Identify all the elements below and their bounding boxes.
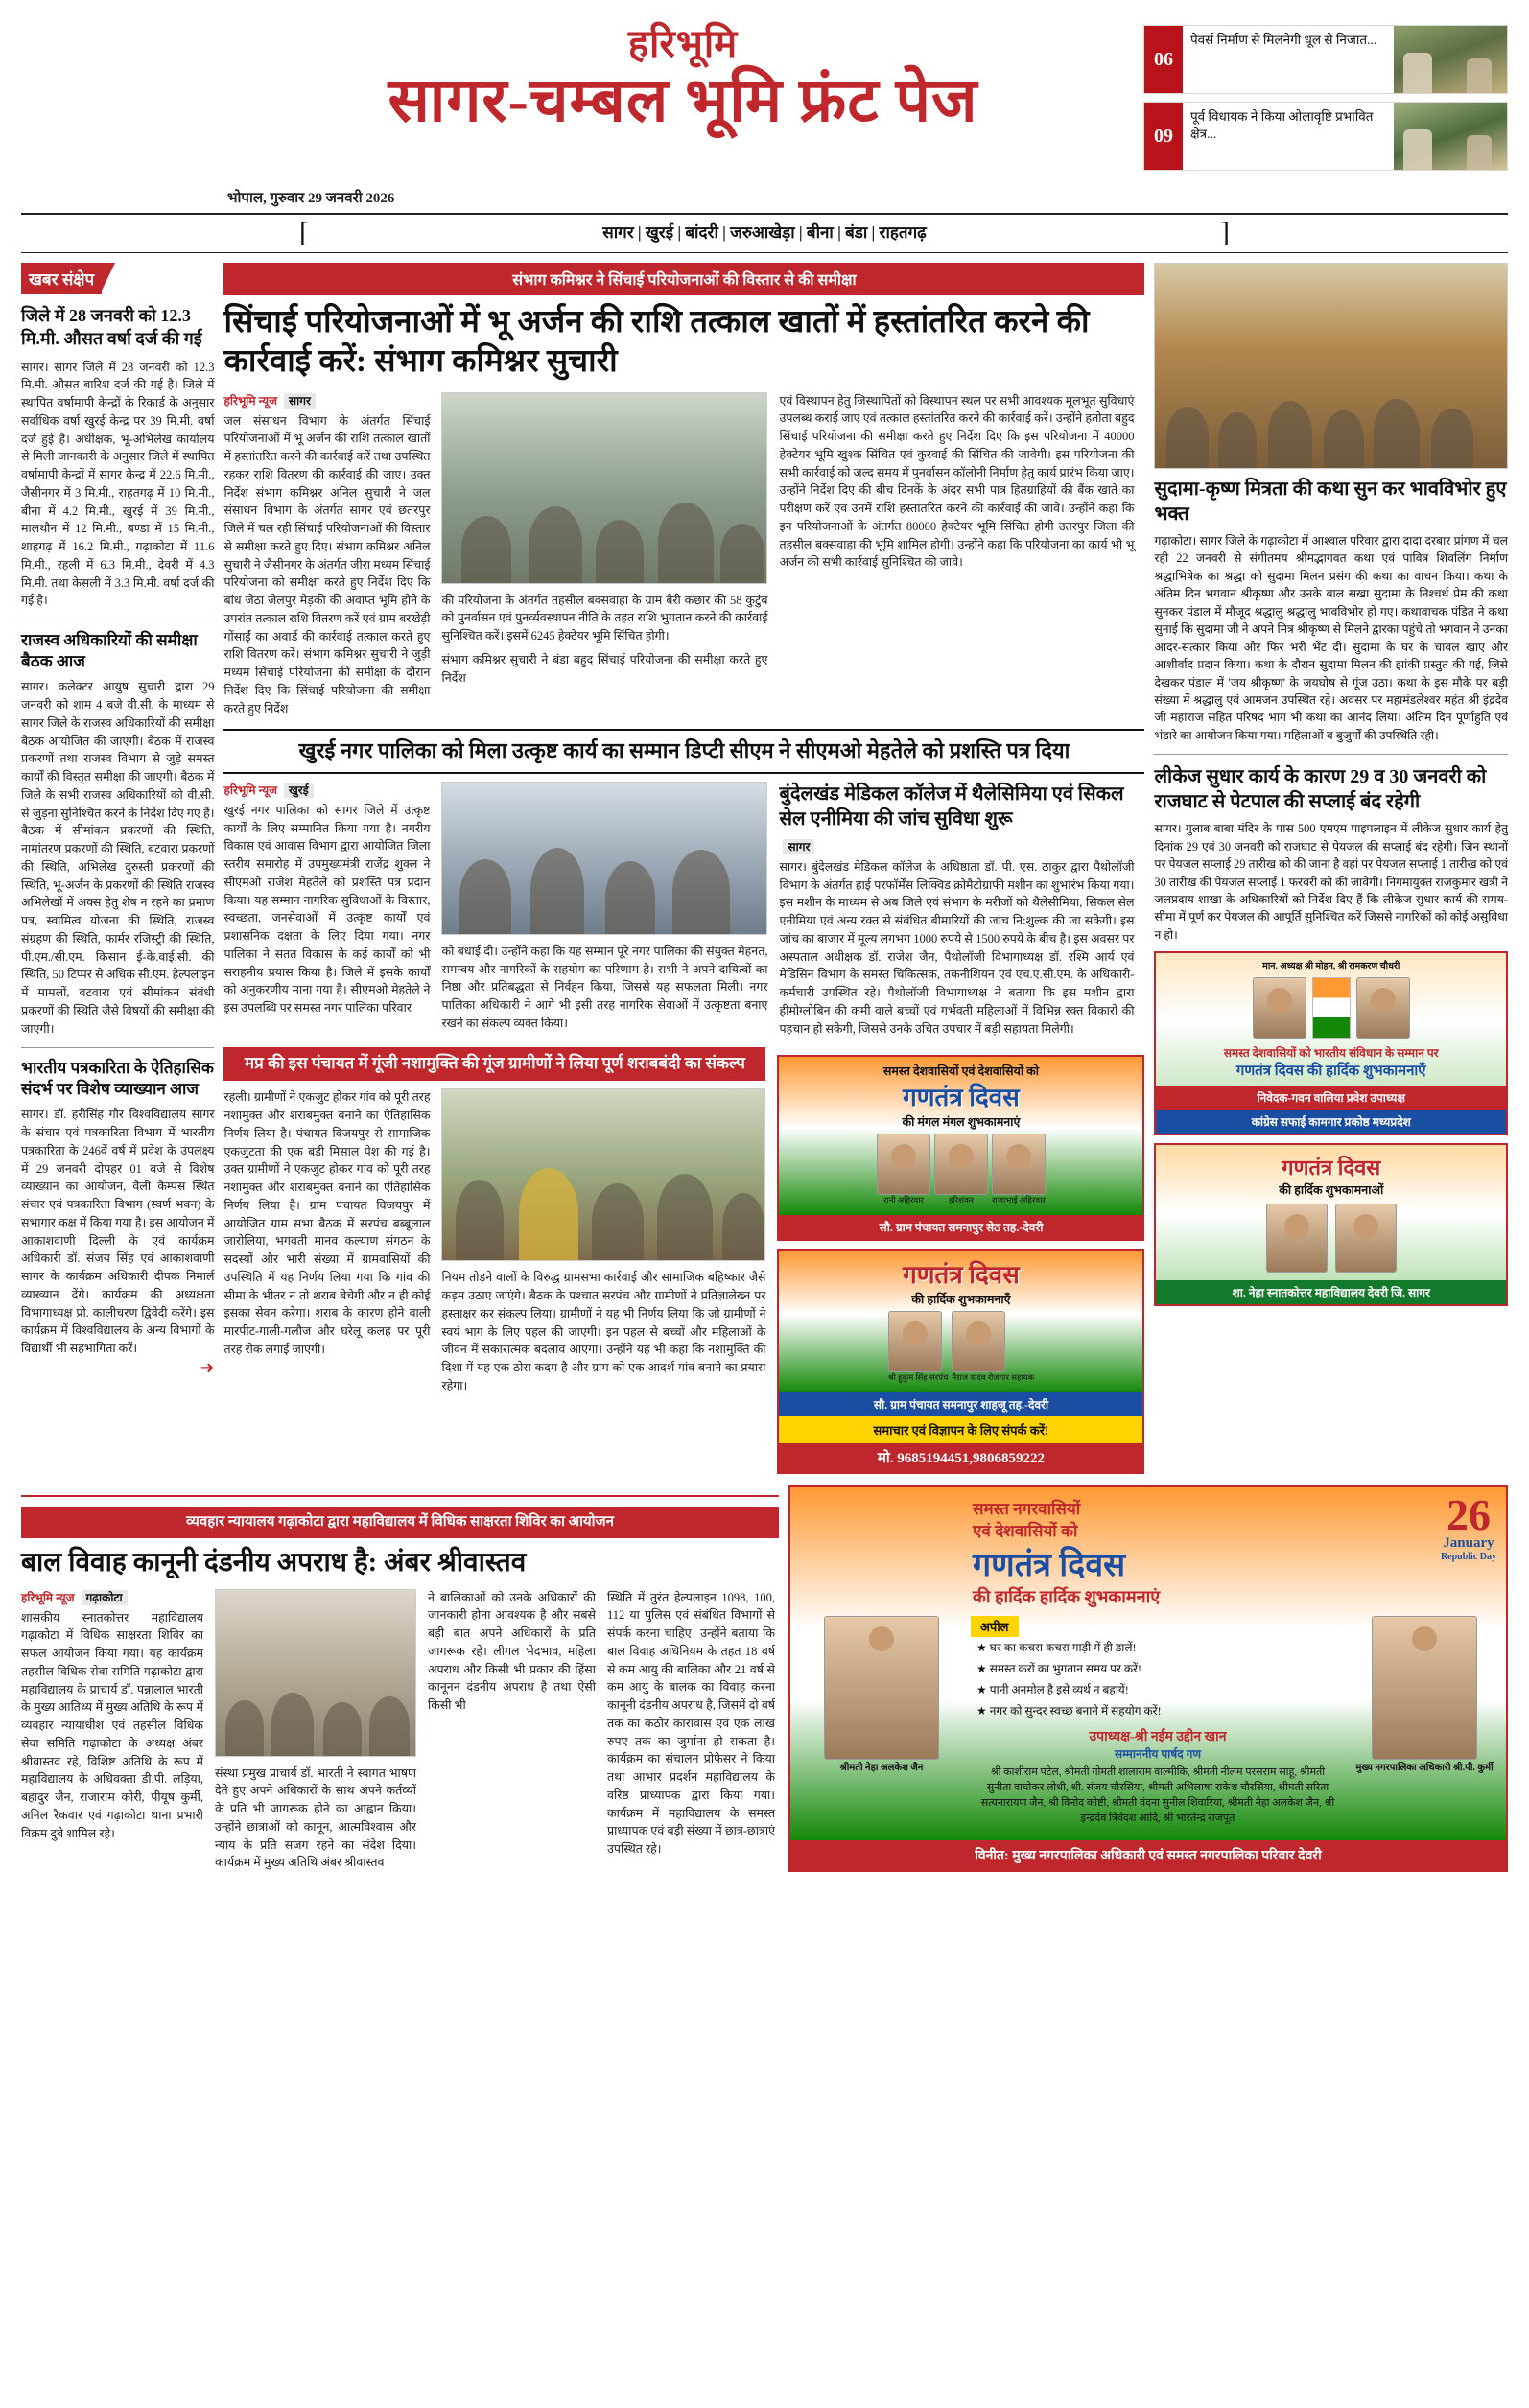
rd-month: January	[1443, 1534, 1494, 1551]
ad2-person-1: नैराज यादव रोजगार सहायक	[952, 1372, 1035, 1383]
ad5-top2: एवं देशवासियों को	[973, 1522, 1078, 1541]
assembly-photo	[1154, 263, 1508, 469]
right-column	[1154, 263, 1508, 1474]
bullet-text: घर का कचरा कचरा गाड़ी में ही डालें!	[989, 1641, 1137, 1655]
left-head-2: राजस्व अधिकारियों की समीक्षा बैठक आज	[21, 631, 198, 671]
medical-headline: बुंदेलखंड मेडिकल कॉलेज में थैलेसिमिया एवं सिकल सेल एनीमिया की जांच सुविधा शुरू	[779, 783, 1124, 830]
divider	[1154, 754, 1508, 755]
ad2-phone[interactable]: मो. 9685194451,9806859222	[779, 1443, 1142, 1472]
child-marriage-photo	[215, 1589, 416, 1757]
bracket-right-icon: ]	[1220, 217, 1230, 248]
ad-congress-greeting[interactable]	[1154, 951, 1508, 1135]
ad5-members-label: सम्माननीय पार्षद गण	[1114, 1747, 1202, 1762]
ad1-person-0: रानी अहिरवार	[883, 1195, 924, 1205]
khurai-byline	[223, 782, 430, 798]
main-byline	[223, 392, 430, 409]
avatar	[1335, 1204, 1397, 1273]
avatar	[888, 1311, 942, 1372]
left-column	[21, 263, 214, 1474]
child-marriage-kicker: व्यवहार न्यायालय गढ़ाकोटा द्वारा महाविद्यालय में विधिक साक्षरता शिविर का आयोजन	[21, 1507, 779, 1537]
byline-location: खुरई	[284, 783, 314, 798]
ad5-bullet-2: ★ पानी अनमोल है इसे व्यर्थ न बहायें!	[976, 1683, 1129, 1697]
ad1-top: समस्त देशवासियों एवं देशवासियों को	[882, 1064, 1040, 1079]
left-body-3: सागर। डॉ. हरीसिंह गौर विश्वविद्यालय सागर के संचार एवं पत्रकारिता विभाग में भारतीय पत्रकारिता के 246वें वर्ष में प्रवेश के उपलक्ष्य में 29 जनवरी दोपहर 01 बजे से विशेष व्याख्यान का आयोजन, वैली कैम्पस स्थित संचार एवं पत्रकारिता विभाग (स्वर्ण भवन) के सभागार कक्ष में किया गया है। इस आयोजन में आकाशवाणी दिल्ली के एवं कार्यक्रम अधिकारी डॉ. संजय सिंह एवं आकाशवाणी सागर के कार्यक्रम अधिकारी दीपक निमार्ल व्याख्यान देंगे। कार्यक्रम की अध्यक्षता विभागाध्यक्ष प्रो. कालीचरण द्विवेदी करेंगे। इस कार्यक्रम में विश्वविद्यालय के अन्य विभागों के विद्यार्थी भी सहभागिता करें।	[21, 1108, 215, 1356]
main-column	[223, 263, 1144, 1474]
byline-location: गढ़ाकोटा	[82, 1590, 128, 1605]
rd-number: 26	[1446, 1490, 1491, 1540]
panchayat-photo-village	[441, 1088, 765, 1261]
avatar	[1253, 977, 1306, 1039]
avatar	[1356, 977, 1410, 1039]
ad5-appeal-label: अपील	[971, 1616, 1019, 1637]
ad2-sub: की हार्दिक शुभकामनाएँ	[911, 1293, 1011, 1307]
byline-text: हरिभूमि न्यूज	[223, 783, 277, 797]
avatar	[952, 1311, 1005, 1372]
republic-day-badge	[1440, 1490, 1496, 1562]
khurai-col-2: को बधाई दी। उन्होंने कहा कि यह सम्मान पूरे नगर पालिका की संयुक्त मेहनत, समन्वय और नागरिकों के सहयोग का परिणाम है। सभी ने अपने दायित्वों का निष्ठा और प्रतिबद्धता से निर्वहन किया, जिससे यह सफलता मिली। नगर पालिका अधिकारी ने आगे भी इसी तरह नागरिक सेवाओं में उत्कृष्टता बनाए रखने का संकल्प व्यक्त किया।	[441, 944, 768, 1030]
ad4-title: गणतंत्र दिवस	[1282, 1156, 1381, 1181]
promo-photo	[1394, 103, 1507, 170]
masthead-logo	[203, 22, 1163, 134]
ad1-faces	[785, 1130, 1137, 1209]
ad5-bullet-0: ★ घर का कचरा कचरा गाड़ी में ही डालें!	[976, 1641, 1137, 1655]
ad5-officer: मुख्य नगरपालिका अधिकारी श्री.पी. कुर्मी	[1355, 1763, 1494, 1774]
bullet-text: पानी अनमोल है इसे व्यर्थ न बहायें!	[989, 1683, 1129, 1697]
divider	[21, 1047, 214, 1048]
main-headline: सिंचाई परियोजनाओं में भू अर्जन की राशि तत्काल खातों में हस्तांतरित करने की कार्रवाई करें: संभाग कमिश्नर सुचारी	[223, 305, 1090, 380]
dateline: भोपाल, गुरुवार 29 जनवरी 2026	[227, 191, 395, 206]
ad-republic-day-2[interactable]	[777, 1249, 1144, 1474]
ad3-line1: समस्त देशवासियों को भारतीय संविधान के सम्मान पर	[1223, 1046, 1439, 1061]
promo-item[interactable]	[1143, 102, 1508, 171]
ad5-sub: की हार्दिक हार्दिक शुभकामनाएं	[973, 1587, 1161, 1607]
bottom-section	[21, 1485, 1508, 1872]
divider	[21, 1495, 779, 1497]
promo-text: पूर्व विधायक ने किया ओलावृष्टि प्रभावित क्षेत्र...	[1190, 109, 1374, 142]
promo-list	[1143, 25, 1508, 178]
main-photo-meeting	[441, 392, 767, 584]
ad5-chair-label: उपाध्यक्ष-श्री नईम उद्दीन खान	[1089, 1730, 1227, 1745]
ad5-woman-caption: श्रीमती नेहा अलकेश जैन	[839, 1763, 924, 1774]
main-col-3: एवं विस्थापन हेतु जिस्थापितों को विस्थापन स्थल पर सभी आवश्यक मूलभूत सुविधाएं उपलब्ध कराई जाए एवं तत्काल हस्तांतरित करने की कार्रवाई करें। उन्होंने हतोता बहुद सिंचाई परियोजना की समीक्षा करते हुए निर्देश दिए कि इस परियोजना में 40000 हेक्टेयर भूमि खुश्क सिंचित एवं कुरवाई की सिंचित की जावेगी। इस परियोजना की सभी कार्रवाई को जल्द समय में पुनर्वासन कॉलोनी निर्माण हेतु कार्य प्रारंभ किया जाए। उन्होंने निर्देश दिए की बीच दिनकें के अंदर सभी पात्र हितग्राहियों की बैंक खाते का परीक्षण करें एवं उनमें राशि हस्तांतरित करने की कार्रवाई की जावे। उन्होंने कहा कि इन परियोजनाओं के अंतर्गत 80000 हेक्टेयर भूमि सिंचित होगी उतरपुर जिला की तहसील बक्सवाहा की भूमि शामिल होगी। उन्होंने कहा कि परियोजना का कार्य भी भू अर्जन की सभी कार्रवाई सुनिश्चित की जावे।	[779, 393, 1135, 570]
main-col-2: की परियोजना के अंतर्गत तहसील बक्सवाहा के ग्राम बैरी कछार की 58 कुटुंब को पुनर्वासन एवं पुनर्व्यवस्थापन नीति के तहत राशि भुगतान करने की कार्रवाई सुनिश्चित करें। इसमें 6245 हेक्टेयर भूमि सिंचित होगी।	[441, 593, 768, 643]
ad5-bullet-3: ★ नगर को सुन्दर स्वच्छ बनाने में सहयोग करें!	[976, 1704, 1162, 1718]
ad4-signer: शा. नेहा स्नातकोत्तर महाविद्यालय देवरी जि. सागर	[1156, 1280, 1506, 1304]
child-marriage-story	[21, 1485, 779, 1872]
ad-college-greeting[interactable]	[1154, 1143, 1508, 1306]
promo-page-number: 06	[1144, 26, 1183, 93]
avatar	[1266, 1204, 1328, 1273]
ad3-signer2: कांग्रेस सफाई कामगार प्रकोष्ठ मध्यप्रदेश	[1156, 1110, 1506, 1134]
bullet-text: समस्त करों का भुगतान समय पर करें!	[989, 1662, 1142, 1676]
avatar	[877, 1134, 930, 1195]
bullet-text: नगर को सुन्दर स्वच्छ बनाने में सहयोग करें!	[989, 1704, 1162, 1718]
content-grid	[21, 263, 1508, 1474]
byline-location: सागर	[284, 393, 316, 409]
avatar	[934, 1134, 988, 1195]
main-kicker: संभाग कमिश्नर ने सिंचाई परियोजनाओं की विस्तार से की समीक्षा	[223, 263, 1144, 295]
panchayat-headline: मप्र की इस पंचायत में गूंजी नशामुक्ति की गूंज ग्रामीणों ने लिया पूर्ण शराबबंदी का संकल्प	[223, 1047, 765, 1081]
ad3-signer1: निवेदक-गवन वालिया प्रवेश उपाध्यक्ष	[1156, 1086, 1506, 1110]
main-col-1: जल संसाधन विभाग के अंतर्गत सिंचाई परियोजनाओं में भू अर्जन की राशि तत्काल खातों में हस्तांतरित करने की कार्रवाई करें तथा उपस्थित रहकर राशि वितरण की कार्रवाई की जाए। उक्त निर्देश संभाग कमिश्नर अनिल सुचारी ने जल संसाधन विभाग के अंतर्गत सागर एवं छतरपुर जिले में चल रही सिंचाई परियोजनाओं की विस्तार से समीक्षा करते हुए दिए। संभाग कमिश्नर अनिल सुचारी ने जैसीनगर के अंतर्गत जीरा मध्यम सिंचाई परियोजना को समीक्षा करते हुए निर्देश दिए कि बांध जेठा जेलपुर मेड़की की अवाप्त भूमि होने के उपरांत तत्काल राशि वितरण करें एवं ग्राम बरखेड़ी गोंसाईं का अवार्ड की कार्रवाई तत्काल करते हुए राशि वितरण करें। संभाग कमिश्नर सुचारी ने जुड़ी मध्यम सिंचाई परियोजना की समीक्षा के दौरान निर्देश दिए कि सिंचाई परियोजना की समीक्षा करते हुए निर्देश	[223, 413, 431, 715]
ad3-line2: गणतंत्र दिवस की हार्दिक शुभकामनाएँ	[1235, 1064, 1426, 1080]
ad5-footer: विनीत: मुख्य नगरपालिका अधिकारी एवं समस्त नगरपालिका परिवार देवरी	[790, 1840, 1506, 1870]
ad5-bullet-1: ★ समस्त करों का भुगतान समय पर करें!	[976, 1662, 1142, 1676]
khurai-photo-award	[441, 782, 767, 935]
child-marriage-headline: बाल विवाह कानूनी दंडनीय अपराध है: अंबर श्रीवास्तव	[21, 1547, 527, 1578]
ad2-strip: सौ. ग्राम पंचायत समनापुर शाहजू तह.-देवरी	[779, 1392, 1142, 1416]
edition-strip	[21, 213, 1508, 253]
ad5-members: श्री काशीराम पटेल, श्रीमती गोमती शालाराम वाल्मीकि, श्रीमती नीलम परसराम साहू, श्रीमती सुनीता वाघोकर लोधी, श्री. संजय चौरसिया, श्रीमती अभिलाषा राकेश चौरसिया, श्रीमती सरिता सत्यनारायण जैन, श्री विनोद कोष्टी, श्रीमती वंदना सुनील शिवारिया, श्रीमती नेहा अलकेश जैन, श्री इन्द्रदेव त्रिवेदश आदि, श्री भारतेन्द्र राजपूत	[980, 1766, 1335, 1825]
khabar-sankshep-badge: खबर संक्षेप	[21, 263, 102, 294]
promo-page-number: 09	[1144, 103, 1183, 170]
ad5-top1: समस्त नगरवासियों	[973, 1500, 1081, 1519]
ad-republic-day-1[interactable]	[777, 1055, 1144, 1241]
assembly-body: गढ़ाकोटा। सागर जिले के गढ़ाकोटा में आश्वाल परिवार द्वारा दादा दरबार प्रांगण में चल रही 22 जनवरी से संगीतमय श्रीमद्भागवत कथा एवं पावित्र शिवलिंग निर्माण श्रद्धाभिषेक का श्रद्धा को सुदामा मिलन प्रसंग की कथा का वाचन किया। कथा के अंतिम दिन भगवान श्रीकृष्ण और उनके बाल सखा सुदामा के निश्चर्थ प्रेम की कथा सुनकर पंडाल में मौजूद श्रद्धालु श्रद्धालु भावविभोर हो गए। कथावाचक पंडित ने कथा सुनाई कि सुदामा जी ने अपने मित्र श्रीकृष्ण से मिलने द्वारका पहुंचे तो भगवान ने उनका आदर-सत्कार किया और फिर भरी भेंट दी। सुदामा के घर के चावल खाए और आशीर्वाद प्रदान किया। कथा के दौरान सुदामा मिलन की झांकी प्रस्तुत की गई, जिसे देखकर पंडाल में 'जय श्रीकृष्ण' के जयघोष से गूंज उठा। कथा के इस मौके पर बड़ी संख्या में श्रद्धालु एवं आमजन उपस्थित रहे। अवसर पर महामंडलेश्वर महंत श्री इंद्रदेव जी महाराज सहित परिषद भाग भी कथा का आनंद लिया। अंतिम दिन पूर्णाहुति एवं भंडारे का आयोजन किया गया। महिलाओं व बुजुर्गों की उपस्थिति रही।	[1154, 534, 1508, 742]
left-lead-headline: जिले में 28 जनवरी को 12.3 मि.मी. औसत वर्षा दर्ज की गई	[21, 306, 202, 349]
ad2-title: गणतंत्र दिवस	[903, 1261, 1020, 1290]
panchayat-col-1: रहली। ग्रामीणों ने एकजुट होकर गांव को पूरी तरह नशामुक्त और शराबमुक्त बनाने का ऐतिहासिक निर्णय लिया है। पंचायत विजयपुर से सामाजिक एकजुटता की एक बड़ी मिसाल पेश की गई है। उक्त ग्रामीणों ने एकजुट होकर गांव को पूरी तरह नशामुक्त और शराबमुक्त बनाने का ऐतिहासिक निर्णय लिया है। ग्राम पंचायत विजयपुर में आयोजित ग्राम सभा बैठक में सरपंच बब्बूलाल जारोलिया, भगवती मानव कल्याण संगठन के सदस्यों और भारी संख्या में ग्रामवासियों की उपस्थिति में यह निर्णय लिया गया कि गांव की सीमा के भीतर न तो शराब बेचेगी और न ही कोई इसका सेवन करेगा। शराब के कारण होने वाली मारपीट-गाली-गलौज और घरेलू कलह पर पूरी तरह रोक लगाई जाएगी।	[223, 1090, 431, 1356]
avatar	[1372, 1616, 1477, 1760]
khurai-headline: खुरई नगर पालिका को मिला उत्कृष्ट कार्य का सम्मान डिप्टी सीएम ने सीएमओ मेहतेले को प्रशस्ति पत्र दिया	[223, 729, 1144, 774]
left-body-1: सागर। सागर जिले में 28 जनवरी को 12.3 मि.मी. औसत बारिश दर्ज की गई है। जिले में स्थापित वर्षामापी केन्द्रों के रिकार्ड के अनुसार सर्वाधिक वर्षा खुरई केन्द्र पर 39 मि.मी. वर्षा दर्ज हुई है। अधीक्षक, भू-अभिलेख कार्यालय से मिली जानकारी के अनुसार जिले में स्थापित वर्षामापी केन्द्रों में सागर केन्द्र में 22.6 मि.मी., जैसीनगर में 3 मि.मी., राहतगढ़ में 10 मि.मी., बीना में 4.2 मि.मी., खुरई में 39 मि.मी., मालथौन में 12 मि.मी., बण्डा में 15 मि.मी., शाहगढ़ में 16.2 मि.मी., गढ़ाकोटा में 11.6 मि.मी., रहली में 6.3 मि.मी., देवरी में 4.3 मि.मी. तथा केसली में 3.3 मि.मी. वर्षा दर्ज की गई है।	[21, 360, 215, 608]
promo-item[interactable]	[1143, 25, 1508, 94]
ad3-names-top: मान. अध्यक्ष श्री मोहन, श्री रामकरण चौधरी	[1262, 962, 1400, 972]
ad1-sub: की मंगल मंगल शुभकामनाएं	[902, 1115, 1021, 1130]
khurai-col-1: खुरई नगर पालिका को सागर जिले में उत्कृष्ट कार्यों के लिए सम्मानित किया गया है। नगरीय विकास एवं आवास विभाग द्वारा आयोजित जिला स्तरीय समारोह में उपमुख्यमंत्री राजेंद्र शुक्ल ने सीएमओ राजेश मेहतेले को प्रशस्ति पत्र प्रदान किया। यह सम्मान नागरिक सुविधाओं के विस्तार, स्वच्छता, जनसेवाओं में उत्कृष्ट कार्यों एवं प्रशासनिक दक्षता के लिए दिया गया। नगर पालिका ने सतत विकास के कई कार्यों को भी सराहनीय प्रयास किया है। जिले में इसके कार्यों को अनुकरणीय माना गया है। सीएमओ मेहतेले ने इस उपलब्धि पर समस्त नगर पालिका परिवार	[223, 803, 431, 1016]
ad2-faces	[785, 1307, 1137, 1387]
ad5-title: गणतंत्र दिवस	[973, 1548, 1126, 1584]
ad-nagar-palika-republic-day[interactable]	[788, 1485, 1508, 1872]
byline-location: सागर	[783, 839, 814, 854]
bracket-left-icon: [	[299, 217, 309, 248]
masthead	[21, 17, 1508, 209]
main-col-2b: संभाग कमिश्नर सुचारी ने बंडा बहुद सिंचाई परियोजना की समीक्षा करते हुए निर्देश	[441, 652, 768, 685]
page-title: सागर-चम्बल भूमि फ्रंट पेज	[388, 66, 978, 134]
ad4-sub: की हार्दिक शुभकामनाओं	[1279, 1183, 1384, 1198]
rd-label: Republic Day	[1440, 1551, 1496, 1562]
left-body-2: सागर। कलेक्टर आयुष सुचारी द्वारा 29 जनवरी को शाम 4 बजे वी.सी. के माध्यम से सागर जिले के राजस्व अधिकारियों की समीक्षा बैठक आयोजित की जाएगी। बैठक में राजस्व प्रकरणों तथा राजस्व विभाग से जुड़े समस्त कार्यों की विस्तृत समीक्षा की जाएगी। बैठक में जिले के सभी राजस्व अधिकारियों को वी.सी. से जुड़ना सुनिश्चित करने के निर्देश दिए गए हैं। बैठक में सीमांकन प्रकरणों की स्थिति, नामांतरण प्रकरणों की स्थिति, बटवारा प्रकरणों की स्थिति, अभिलेख दुरुस्ती प्रकरणों की स्थिति, भू-अर्जन के प्रकरणों की स्थिति राजस्व अभिलेखों में अक्स हेतु शेष न रहने का प्रमाण पत्र, स्वामित्व योजना की स्थिति, राजस्व संग्रहण की स्थिति, फार्मर रजिस्ट्री की स्थिति, पी.एम./सी.एम. किसान ई-के.वाई.सी. की स्थिति, 50 टिप्पर से अधिक सी.एम. हेल्पलाइन में मामलों, बटवारा एवं सीमांकन संबंधी प्रकरणों की स्थिति जैसे विषयों की समीक्षा की जाएगी।	[21, 680, 215, 1036]
panchayat-col-2: नियम तोड़ने वालों के विरुद्ध ग्रामसभा कार्रवाई और सामाजिक बहिष्कार जैसे कड़म उठाए जाएंगे। बैठक के पश्चात सरपंच और ग्रामीणों ने प्रतिज्ञालेख्न पर हस्ताक्षर कर संकल्प लिया। ग्रामीणों ने यह भी निर्णय लिया कि जो ग्रामीणों ने स्वयं भाग के लिए पहल की जाएगी। इन पहल से बच्चों और महिलाओं के जीवन में सकारात्मक बदलाव आएगा। उन्होंने यह भी कहा कि नशामुक्ति की दिशा में यह एक ठोस कदम है और ग्राम को एक आदर्श गांव बनाने का प्रयास रहेगा।	[441, 1271, 766, 1392]
promo-text: पेवर्स निर्माण से मिलनेगी धूल से निजात...	[1190, 33, 1377, 47]
cm-col-3: ने बालिकाओं को उनके अधिकारों की जानकारी होना आवश्यक है और सबसे बड़ी बात अपने अधिकारों के प्रति जागरूक रहें। लीगल भेदभाव, महिला अपराध और किसी भी प्रकार की हिंसा कानूनन दंडनीय अपराध है तथा ऐसी किसी भी	[428, 1590, 596, 1713]
flag-icon	[1312, 977, 1351, 1039]
medical-byline	[779, 838, 1134, 854]
continue-arrow-icon: ➜	[200, 1357, 215, 1377]
ad1-title: गणतंत्र दिवस	[903, 1084, 1020, 1112]
assembly-headline: सुदामा-कृष्ण मित्रता की कथा सुन कर भावविभोर हुए भक्त	[1154, 479, 1507, 525]
byline-text: हरिभूमि न्यूज	[21, 1590, 75, 1604]
avatar	[992, 1134, 1046, 1195]
edition-list: सागर | खुरई | बांदरी | जरुआखेड़ा | बीना | बंडा | राहतगढ़	[602, 223, 927, 242]
petrol-headline: लीकेज सुधार कार्य के कारण 29 व 30 जनवरी को राजघाट से पेटपाल की सप्लाई बंद रहेगी	[1154, 766, 1487, 813]
ad1-person-1: हरिशंकर	[948, 1195, 974, 1205]
ad2-contact-label: समाचार एवं विज्ञापन के लिए संपर्क करें!	[779, 1416, 1142, 1443]
cm-col-4: स्थिति में तुरंत हेल्पलाइन 1098, 100, 112 या पुलिस एवं संबंधित विभागों से संपर्क करना चाहिए। उन्होंने बताया कि बाल विवाह अधिनियम के तहत 18 वर्ष से कम आयु की बालिका और 21 वर्ष से कम आयु के बालक का विवाह करना कानूनी दंडनीय अपराध है, जिसमें दो वर्ष तक का कठोर कारावास एवं एक लाख रुपए तक का जुर्माना हो सकता है। कार्यक्रम का संचालन प्रोफेसर ने किया तथा आभार प्रदर्शन महाविद्यालय के वरिष्ठ प्राध्यापक द्वारा किया गया। कार्यक्रम में महाविद्यालय के समस्त प्राध्यापक एवं बड़ी संख्या में छात्र-छात्राएं उपस्थित रहे।	[607, 1590, 775, 1857]
medical-body: सागर। बुंदेलखंड मेडिकल कॉलेज के अधिष्ठाता डॉ. पी. एस. ठाकुर द्वारा पैथोलॉजी विभाग के अंतर्गत हाई परफॉर्मेंस लिक्विड क्रोमैटोग्राफी मशीन का शुभारंभ किया गया। इस मशीन के माध्यम से अब जिले एवं संभाग के मरीजों को थैलेसीमिया, सिकल सेल एनीमिया एवं अन्य रक्त से संबंधित बीमारियों की जांच नि:शुल्क की जा सकेगी। इस जांच का बाजार में मूल्य लगभग 1000 रुपये से 1500 रुपये के बीच है। इस अवसर पर अस्पताल अधीक्षक डॉ. राजेश जैन, पैथोलॉजी विभागाध्यक्ष डॉ. रश्मि आर्य एवं मेडिसिन विभाग के समस्त चिकित्सक, तकनीशियन एवं एच.ए.सी.एम. के अधिकारी-कर्मचारी उपस्थित रहे। पैथोलॉजी विभागाध्यक्ष ने बताया कि इस मशीन द्वारा हीमोग्लोबिन की कमी वाले बच्चों एवं गर्भवती महिलाओं में विभिन्न रक्त विकारों की पहचान हो सकेगी, जिससे उनके उचित उपचार में बड़ी सहायता मिलेगी।	[779, 859, 1135, 1036]
petrol-body: सागर। गुलाब बाबा मंदिर के पास 500 एमएम पाइपलाइन में लीकेज सुधार कार्य हेतु दिनांक 29 एवं 30 जनवरी को राजघाट से पेयजल की सप्लाई बंद रहेगी। जिन स्थानों पर पेयजल सप्लाई 29 तारीख को की जाना है वहां पर पेयजल सप्लाई 1 तारीख को एवं 30 तारीख की पेयजल सप्लाई 1 फरवरी को की जावेगी। निगमायुक्त राजकुमार खत्री ने जलप्रदाय शाखा के अधिकारियों को निर्देश दिए हैं कि लीकेज सुधार कार्य की समय-सीमा में पूर्ण कर पेयजल की आपूर्ति सुनिश्चित करें जिससे नागरिकों को कोई असुविधा न हो।	[1154, 822, 1508, 942]
ad1-person-2: राजाभाई अहिरवार	[992, 1195, 1046, 1205]
avatar	[824, 1616, 939, 1760]
child-marriage-byline	[21, 1589, 203, 1605]
ad-column-mid	[777, 1047, 1144, 1474]
left-head-3: भारतीय पत्रकारिता के ऐतिहासिक संदर्भ पर विशेष व्याख्यान आज	[21, 1059, 214, 1099]
cm-col-2: संस्था प्रमुख प्राचार्य डॉ. भारती ने स्वागत भाषण देते हुए अपने अधिकारों के साथ अपने कर्तव्यों के प्रति भी जागरूक होने का आह्वान किया। उन्होंने छात्राओं को कानून, आत्मविश्वास और न्याय के प्रति सजग रहने का संदेश दिया। कार्यक्रम में मुख्य अतिथि अंबर श्रीवास्तव	[215, 1765, 416, 1870]
ad1-strip: सौ. ग्राम पंचायत समनापुर सेठ तह.-देवरी	[779, 1215, 1142, 1239]
byline-text: हरिभूमि न्यूज	[223, 393, 277, 408]
brand-name: हरिभूमि	[627, 22, 739, 65]
ad2-person-0: श्री हुकुम सिंह सरपंच	[887, 1372, 949, 1383]
promo-photo	[1394, 26, 1507, 93]
cm-col-1: शासकीय स्नातकोत्तर महाविद्यालय गढ़ाकोटा में विधिक साक्षरता शिविर का सफल आयोजन किया गया। यह कार्यक्रम तहसील विधिक सेवा समिति गढ़ाकोटा द्वारा महाविद्यालय के प्राचार्य डॉ. पन्नालाल भारती के मुख्य आतिथ्य में मुख्य अतिथि के रूप में व्यवहार न्यायाधीश एवं तहसील विधिक सेवा समिति गढ़ाकोटा के अध्यक्ष अंबर श्रीवास्तव रहे, विशिष्ट अतिथि के रूप में महाविद्यालय के अधिवक्ता डी.पी. लड़िया, बहादुर जैन, राजाराम कोरी, पीयूष कुर्मी, अनिल रैकवार एवं गढ़ाकोटा थाना प्रभारी विक्रम दुबे शामिल रहे।	[21, 1610, 203, 1840]
